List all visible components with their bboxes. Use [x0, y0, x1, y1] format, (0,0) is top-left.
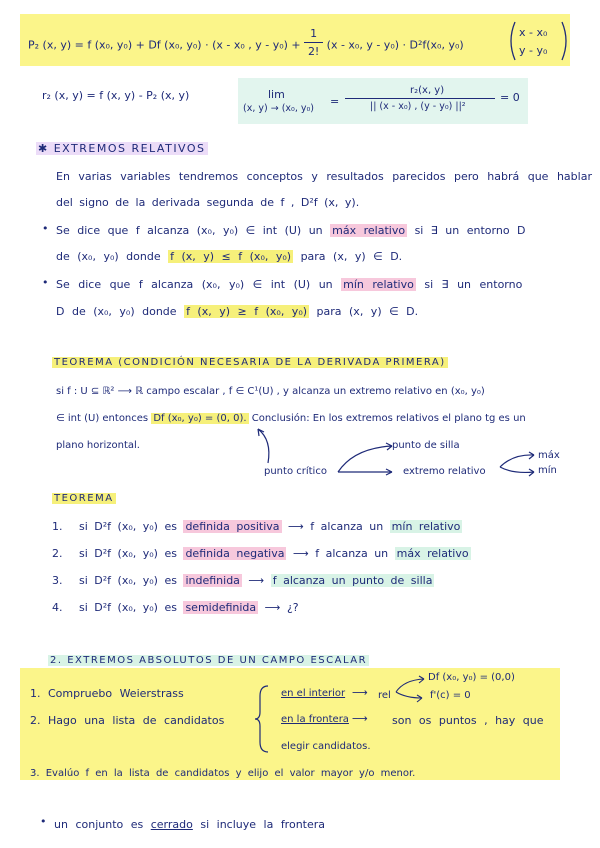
- min-label: mín: [538, 465, 557, 476]
- branch-arrow-icon: [394, 676, 428, 704]
- frontera-text: son os puntos , hay que: [392, 714, 544, 727]
- arrow-icon: ⟶: [264, 601, 281, 614]
- step-2: 2. Hago una lista de candidatos: [30, 714, 225, 727]
- taylor-formula: [28, 27, 464, 58]
- punto-critico: punto crítico: [264, 466, 327, 477]
- relativos-intro-1: En varias variables tendremos conceptos y resultados parecidos pero habrá que hablar: [56, 170, 592, 183]
- step-3: 3. Evalúo f en la lista de candidatos y elijo el valor mayor y/o menor.: [30, 768, 416, 779]
- arrow-icon: ⟶: [117, 386, 132, 397]
- bullet-icon: •: [42, 276, 49, 289]
- curved-arrow-icon: [250, 425, 280, 465]
- matrix-bottom: y - y₀: [519, 44, 548, 57]
- limit-num: r₂(x, y): [410, 85, 445, 96]
- max-line-2: de (x₀, y₀) donde f (x, y) ≤ f (x₀, y₀) para (x, y) ∈ D.: [56, 250, 403, 263]
- arrow-icon: ⟶: [292, 547, 309, 560]
- limit-eq: =: [330, 95, 340, 108]
- extremo-relativo: extremo relativo: [403, 466, 486, 477]
- branch-arrow-icon: [336, 442, 396, 476]
- step-1: 1. Compruebo Weierstrass: [30, 687, 184, 700]
- teorema1-line-3: plano horizontal.: [56, 440, 140, 451]
- arrow-icon: ⟶: [248, 574, 265, 587]
- teorema2-item-3: 3. si D²f (x₀, y₀) es indefinida ⟶ f alcanza un punto de silla: [52, 574, 433, 587]
- limit-label: lim: [268, 88, 285, 101]
- taylor-fraction: [304, 27, 323, 58]
- teorema2-item-2: 2. si D²f (x₀, y₀) es definida negativa ⟶ f alcanza un máx relativo: [52, 547, 469, 560]
- arrow-icon: ⟶: [352, 712, 368, 725]
- fprime-condition: f'(c) = 0: [430, 690, 471, 701]
- footer-note: un conjunto es cerrado si incluye la frontera: [54, 818, 326, 831]
- interior-label: en el interior: [281, 688, 346, 699]
- absolutos-title: 2. EXTREMOS ABSOLUTOS DE UN CAMPO ESCALAR: [50, 655, 368, 666]
- branch-arrow-icon: [498, 452, 538, 478]
- limit-den: || (x - x₀) , (y - y₀) ||²: [370, 101, 466, 112]
- teorema1-line-1: si f : U ⊆ ℝ² ⟶ ℝ campo escalar , f ∈ C¹(U) , y alcanza un extremo relativo en (x₀, y₀): [56, 386, 485, 397]
- max-label: máx: [538, 450, 560, 461]
- punto-silla: punto de silla: [392, 440, 460, 451]
- remainder-formula: r₂ (x, y) = f (x, y) - P₂ (x, y): [42, 89, 190, 102]
- teorema2-item-1: 1. si D²f (x₀, y₀) es definida positiva ⟶ f alcanza un mín relativo: [52, 520, 461, 533]
- brace-icon: [254, 684, 270, 754]
- taylor-lhs: P₂ (x, y) = f (x₀, y₀) + Df (x₀, y₀) · (x - x₀ , y - y₀) +: [28, 38, 301, 52]
- matrix-top: x - x₀: [519, 26, 548, 39]
- teorema2-item-4: 4. si D²f (x₀, y₀) es semidefinida ⟶ ¿?: [52, 601, 299, 614]
- star-icon: ✱: [38, 142, 54, 155]
- min-line-1: Se dice que f alcanza (x₀, y₀) ∈ int (U) un mín relativo si ∃ un entorno: [56, 278, 523, 291]
- limit-result: = 0: [500, 91, 520, 104]
- arrow-icon: ⟶: [288, 520, 304, 533]
- limit-bar: [345, 98, 495, 99]
- teorema2-title: TEOREMA: [54, 493, 114, 504]
- min-line-2: D de (x₀, y₀) donde f (x, y) ≥ f (x₀, y₀) para (x, y) ∈ D.: [56, 305, 419, 318]
- rel-label: rel: [378, 690, 391, 701]
- teorema1-line-2: ∈ int (U) entonces Df (x₀, y₀) = (0, 0). Conclusión: En los extremos relativos el plano tg es un: [56, 413, 526, 424]
- max-line-1: Se dice que f alcanza (x₀, y₀) ∈ int (U) un máx relativo si ∃ un entorno D: [56, 224, 526, 237]
- df-condition: Df (x₀, y₀) = (0,0): [428, 672, 515, 683]
- teorema1-title: TEOREMA (CONDICIÓN NECESARIA DE LA DERIVADA PRIMERA): [54, 357, 446, 368]
- relativos-title: ✱ EXTREMOS RELATIVOS: [38, 142, 206, 155]
- taylor-mid: (x - x₀, y - y₀) · D²f(x₀, y₀): [326, 38, 464, 52]
- elegir-text: elegir candidatos.: [281, 741, 371, 752]
- bullet-icon: •: [42, 222, 49, 235]
- frac-den: 2!: [307, 45, 320, 58]
- frac-num: 1: [304, 27, 323, 43]
- bullet-icon: •: [40, 815, 47, 828]
- relativos-intro-2: del signo de la derivada segunda de f , D²f (x, y).: [56, 196, 360, 209]
- limit-sub: (x, y) → (x₀, y₀): [243, 103, 315, 114]
- frontera-label: en la frontera: [281, 714, 349, 725]
- arrow-icon: ⟶: [352, 686, 368, 699]
